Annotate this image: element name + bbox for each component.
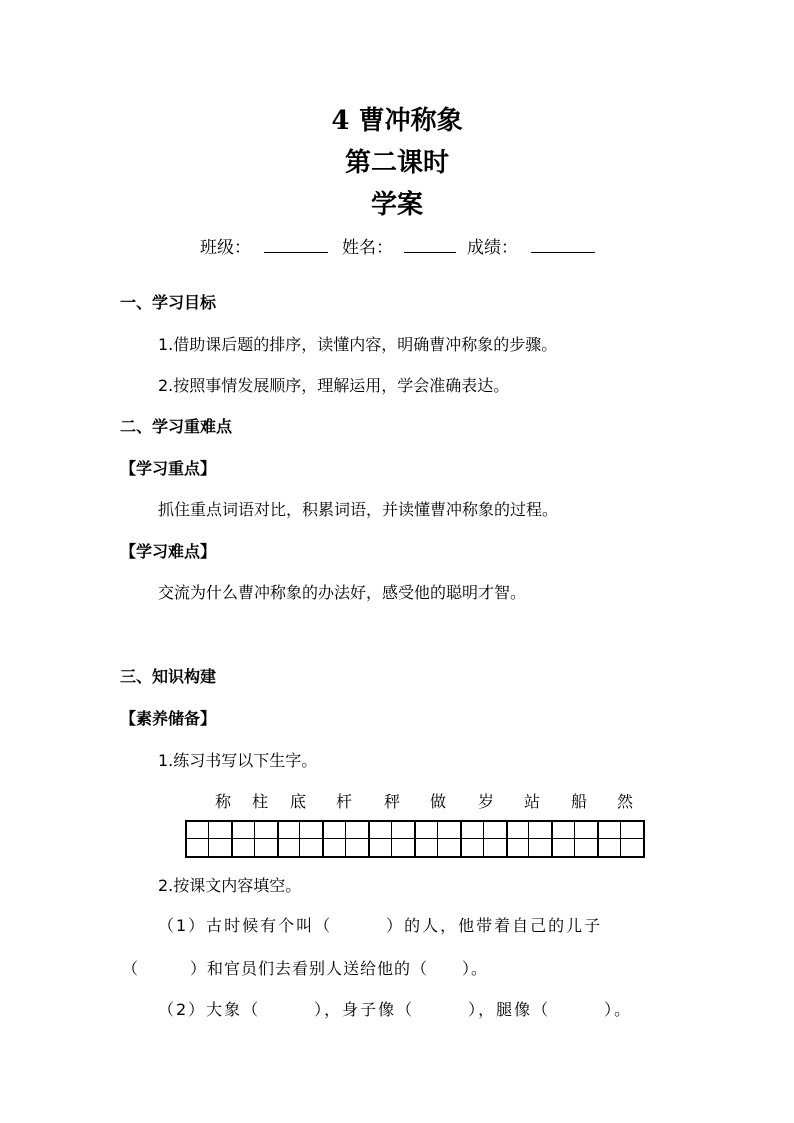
section-heading-key-points: 二、学习重难点 xyxy=(120,417,233,436)
fill-blank-1-line-1: （1）古时候有个叫（ ）的人，他带着自己的儿子 xyxy=(158,916,603,935)
character: 船 xyxy=(570,792,587,811)
difficulty-label: 【学习难点】 xyxy=(120,542,217,561)
character: 底 xyxy=(289,792,306,811)
name-label: 姓名： xyxy=(342,238,393,258)
writing-cell[interactable] xyxy=(370,822,416,856)
character: 站 xyxy=(523,792,540,811)
character: 然 xyxy=(616,792,633,811)
writing-cell[interactable] xyxy=(416,822,462,856)
writing-cell[interactable] xyxy=(462,822,508,856)
doc-type-title: 学案 xyxy=(370,190,423,220)
question-2: 2.按课文内容填空。 xyxy=(158,876,302,895)
fill-blank-1-line-2: （ ）和官员们去看别人送给他的（ ）。 xyxy=(122,959,489,978)
character: 称 xyxy=(214,792,231,811)
writing-cell[interactable] xyxy=(553,822,599,856)
score-blank xyxy=(531,234,595,253)
writing-cell[interactable] xyxy=(187,822,233,856)
score-label: 成绩： xyxy=(467,238,518,258)
page-title: 4 曹冲称象 xyxy=(331,106,463,136)
character: 柱 xyxy=(251,792,268,811)
key-point-text: 抓住重点词语对比，积累词语，并读懂曹冲称象的过程。 xyxy=(158,500,559,519)
character: 岁 xyxy=(477,792,494,811)
character: 做 xyxy=(429,792,446,811)
difficulty-text: 交流为什么曹冲称象的办法好，感受他的聪明才智。 xyxy=(158,583,527,602)
objective-item-2: 2.按照事情发展顺序，理解运用，学会准确表达。 xyxy=(158,376,510,395)
objective-item-1: 1.借助课后题的排序，读懂内容，明确曹冲称象的步骤。 xyxy=(158,335,558,354)
writing-cell[interactable] xyxy=(233,822,279,856)
character: 秤 xyxy=(383,792,400,811)
section-heading-objectives: 一、学习目标 xyxy=(120,293,217,312)
writing-cell[interactable] xyxy=(508,822,554,856)
class-blank xyxy=(264,234,328,253)
writing-cell[interactable] xyxy=(324,822,370,856)
question-1: 1.练习书写以下生字。 xyxy=(158,751,318,770)
section-heading-knowledge: 三、知识构建 xyxy=(120,667,217,686)
character: 杆 xyxy=(335,792,352,811)
lesson-subtitle: 第二课时 xyxy=(344,148,449,178)
key-point-label: 【学习重点】 xyxy=(120,459,217,478)
writing-grid xyxy=(185,820,645,858)
class-label: 班级： xyxy=(200,238,251,258)
fill-blank-2: （2）大象（ ），身子像（ ），腿像（ ）。 xyxy=(158,1000,633,1019)
writing-cell[interactable] xyxy=(279,822,325,856)
name-blank xyxy=(404,234,456,253)
literacy-label: 【素养储备】 xyxy=(120,709,217,728)
writing-cell[interactable] xyxy=(599,822,643,856)
